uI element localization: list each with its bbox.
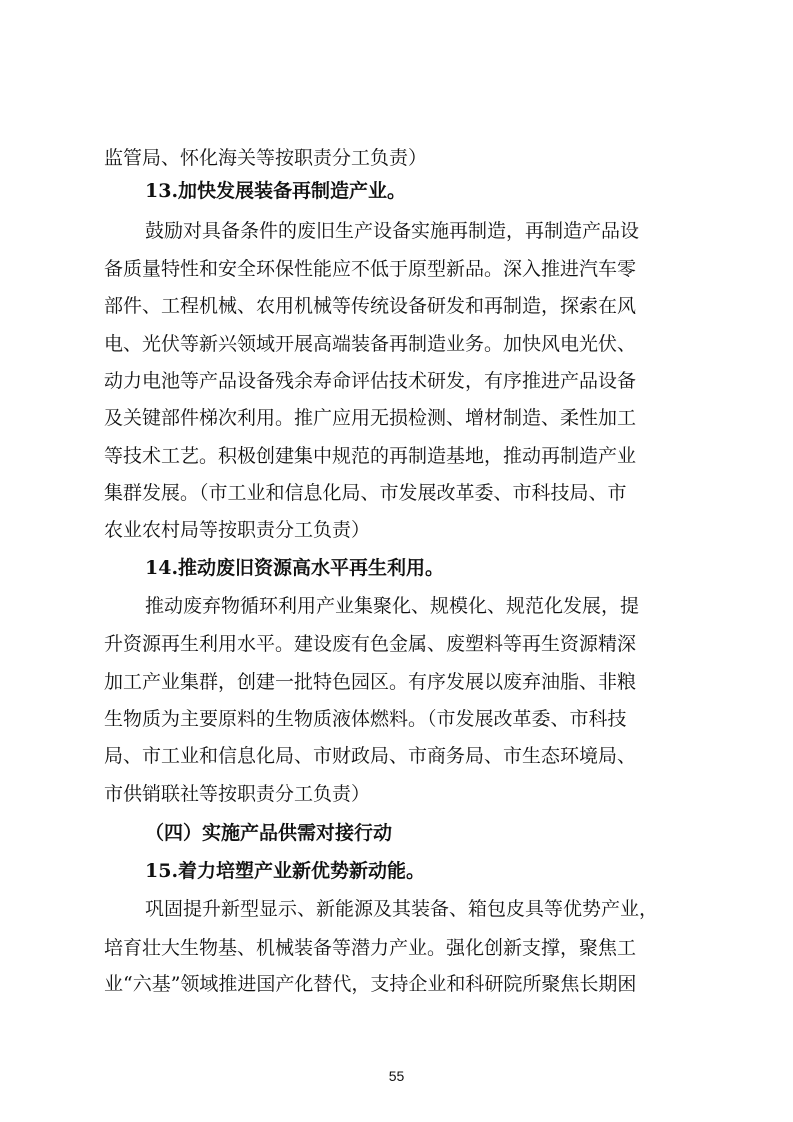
text-line-1: 监管局、怀化海关等按职责分工负责） xyxy=(104,147,428,169)
text-line-3: 鼓励对具备条件的废旧生产设备实施再制造，再制造产品设 xyxy=(145,220,640,242)
text-line-15: 加工产业集群，创建一批特色园区。有序发展以废弃油脂、非粮 xyxy=(104,671,637,693)
text-line-5: 部件、工程机械、农用机械等传统设备研发和再制造，探索在风 xyxy=(104,295,637,317)
text-line-21: 巩固提升新型显示、新能源及其装备、箱包皮具等优势产业， xyxy=(145,898,659,920)
text-line-6: 电、光伏等新兴领域开展高端装备再制造业务。加快风电光伏、 xyxy=(104,333,637,355)
heading-13: 13.加快发展装备再制造产业。 xyxy=(145,180,407,202)
text-line-9: 等技术工艺。积极创建集中规范的再制造基地，推动再制造产业 xyxy=(104,445,637,467)
text-line-18: 市供销联社等按职责分工负责） xyxy=(104,783,371,805)
text-line-17: 局、市工业和信息化局、市财政局、市商务局、市生态环境局、 xyxy=(104,745,637,767)
text-line-8: 及关键部件梯次利用。推广应用无损检测、增材制造、柔性加工 xyxy=(104,407,637,429)
text-line-23: 业“六基”领域推进国产化替代，支持企业和科研院所聚焦长期困 xyxy=(104,973,637,995)
text-line-14: 升资源再生利用水平。建设废有色金属、废塑料等再生资源精深 xyxy=(104,633,637,655)
text-line-4: 备质量特性和安全环保性能应不低于原型新品。深入推进汽车零 xyxy=(104,258,637,280)
heading-15: 15.着力培塑产业新优势新动能。 xyxy=(145,860,426,882)
text-line-16: 生物质为主要原料的生物质液体燃料。（市发展改革委、市科技 xyxy=(104,708,627,730)
page-number: 55 xyxy=(388,1068,405,1084)
heading-14: 14.推动废旧资源高水平再生利用。 xyxy=(145,557,445,579)
text-line-22: 培育壮大生物基、机械装备等潜力产业。强化创新支撑，聚焦工 xyxy=(104,937,637,959)
text-line-11: 农业农村局等按职责分工负责） xyxy=(104,519,371,541)
text-line-7: 动力电池等产品设备残余寿命评估技术研发，有序推进产品设备 xyxy=(104,370,637,392)
section-heading-4: （四）实施产品供需对接行动 xyxy=(145,822,393,844)
text-line-10: 集群发展。（市工业和信息化局、市发展改革委、市科技局、市 xyxy=(104,482,627,504)
text-line-13: 推动废弃物循环利用产业集聚化、规模化、规范化发展，提 xyxy=(145,595,640,617)
